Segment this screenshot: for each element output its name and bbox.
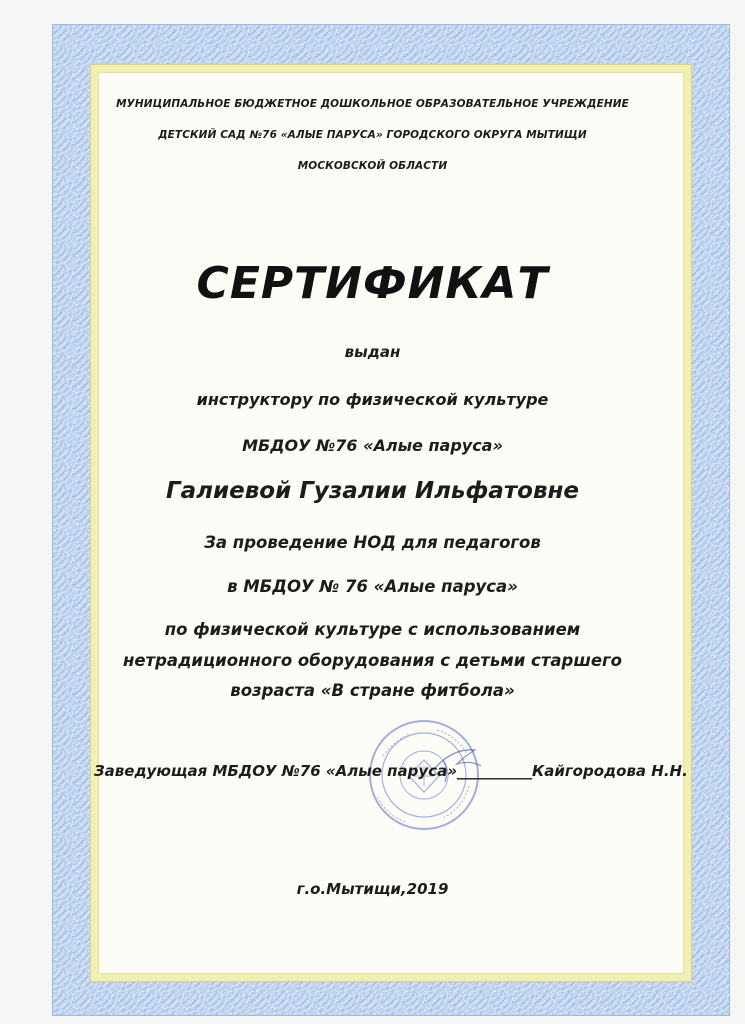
certificate-content-area — [98, 72, 684, 974]
header-line-1: МУНИЦИПАЛЬНОЕ БЮДЖЕТНОЕ ДОШКОЛЬНОЕ ОБРАЗОВАТЕЛЬНОЕ УЧРЕЖДЕНИЕ — [116, 98, 629, 110]
institution-name: МБДОУ №76 «Алые паруса» — [242, 436, 503, 455]
reason-line-3: по физической культуре с использованием — [164, 620, 581, 639]
reason-line-4: нетрадиционного оборудования с детьми старшего — [122, 651, 623, 670]
place-and-date: г.о.Мытищи,2019 — [296, 880, 449, 898]
reason-line-5: возраста «В стране фитбола» — [230, 681, 515, 700]
signature-line: Заведующая МБДОУ №76 «Алые паруса»__________Кайгородова Н.Н. — [94, 762, 688, 780]
reason-line-2: в МБДОУ № 76 «Алые паруса» — [227, 577, 518, 596]
header-line-3: МОСКОВСКОЙ ОБЛАСТИ — [297, 160, 448, 172]
reason-line-1: За проведение НОД для педагогов — [204, 533, 541, 552]
certificate-title: СЕРТИФИКАТ — [196, 258, 549, 309]
recipient-name: Галиевой Гузалии Ильфатовне — [166, 478, 579, 504]
header-line-2: ДЕТСКИЙ САД №76 «АЛЫЕ ПАРУСА» ГОРОДСКОГО ОКРУГА МЫТИЩИ — [158, 129, 587, 141]
recipient-position: инструктору по физической культуре — [196, 390, 549, 409]
issued-label: выдан — [344, 343, 401, 361]
